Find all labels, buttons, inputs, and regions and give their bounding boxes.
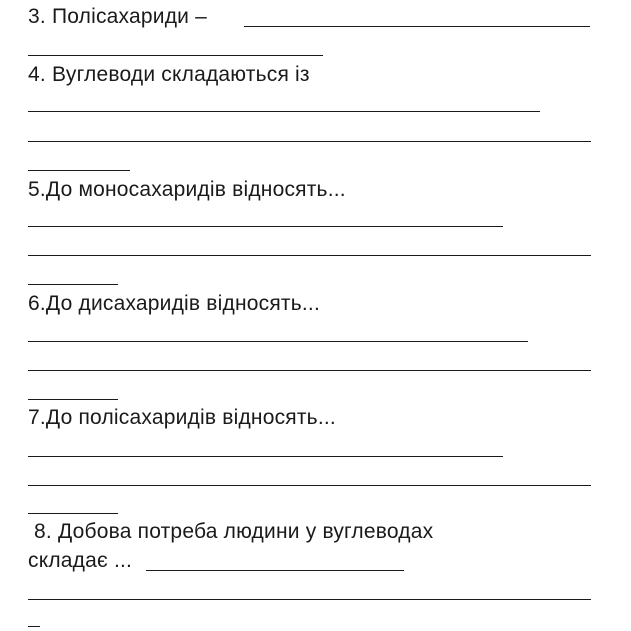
question-4: 4. Вуглеводи складаються із <box>28 63 310 86</box>
answer-line-6c <box>28 399 118 400</box>
question-3: 3. Полісахариди – <box>28 5 208 28</box>
answer-line-5a <box>28 226 503 227</box>
question-7: 7.До полісахаридів відносять... <box>28 406 336 429</box>
answer-line-5b <box>28 255 591 256</box>
answer-line-6b <box>28 370 591 371</box>
answer-line-4b <box>28 141 591 142</box>
answer-line-3b <box>28 55 323 56</box>
answer-line-7a <box>28 456 503 457</box>
answer-line-4a <box>28 111 540 112</box>
question-6: 6.До дисахаридів відносять... <box>28 292 320 315</box>
answer-line-4c <box>28 170 130 171</box>
answer-line-8b <box>28 599 591 600</box>
question-8-line-2: складає ... <box>28 549 133 572</box>
question-8-line-1: 8. Добова потреба людини у вуглеводах <box>34 520 434 543</box>
answer-line-8c <box>28 626 40 627</box>
answer-line-5c <box>28 284 118 285</box>
answer-line-8a <box>146 570 404 571</box>
answer-line-7b <box>28 485 591 486</box>
answer-line-3a <box>244 26 590 27</box>
answer-line-6a <box>28 341 528 342</box>
question-5: 5.До моносахаридів відносять... <box>28 178 346 201</box>
answer-line-7c <box>28 513 118 514</box>
